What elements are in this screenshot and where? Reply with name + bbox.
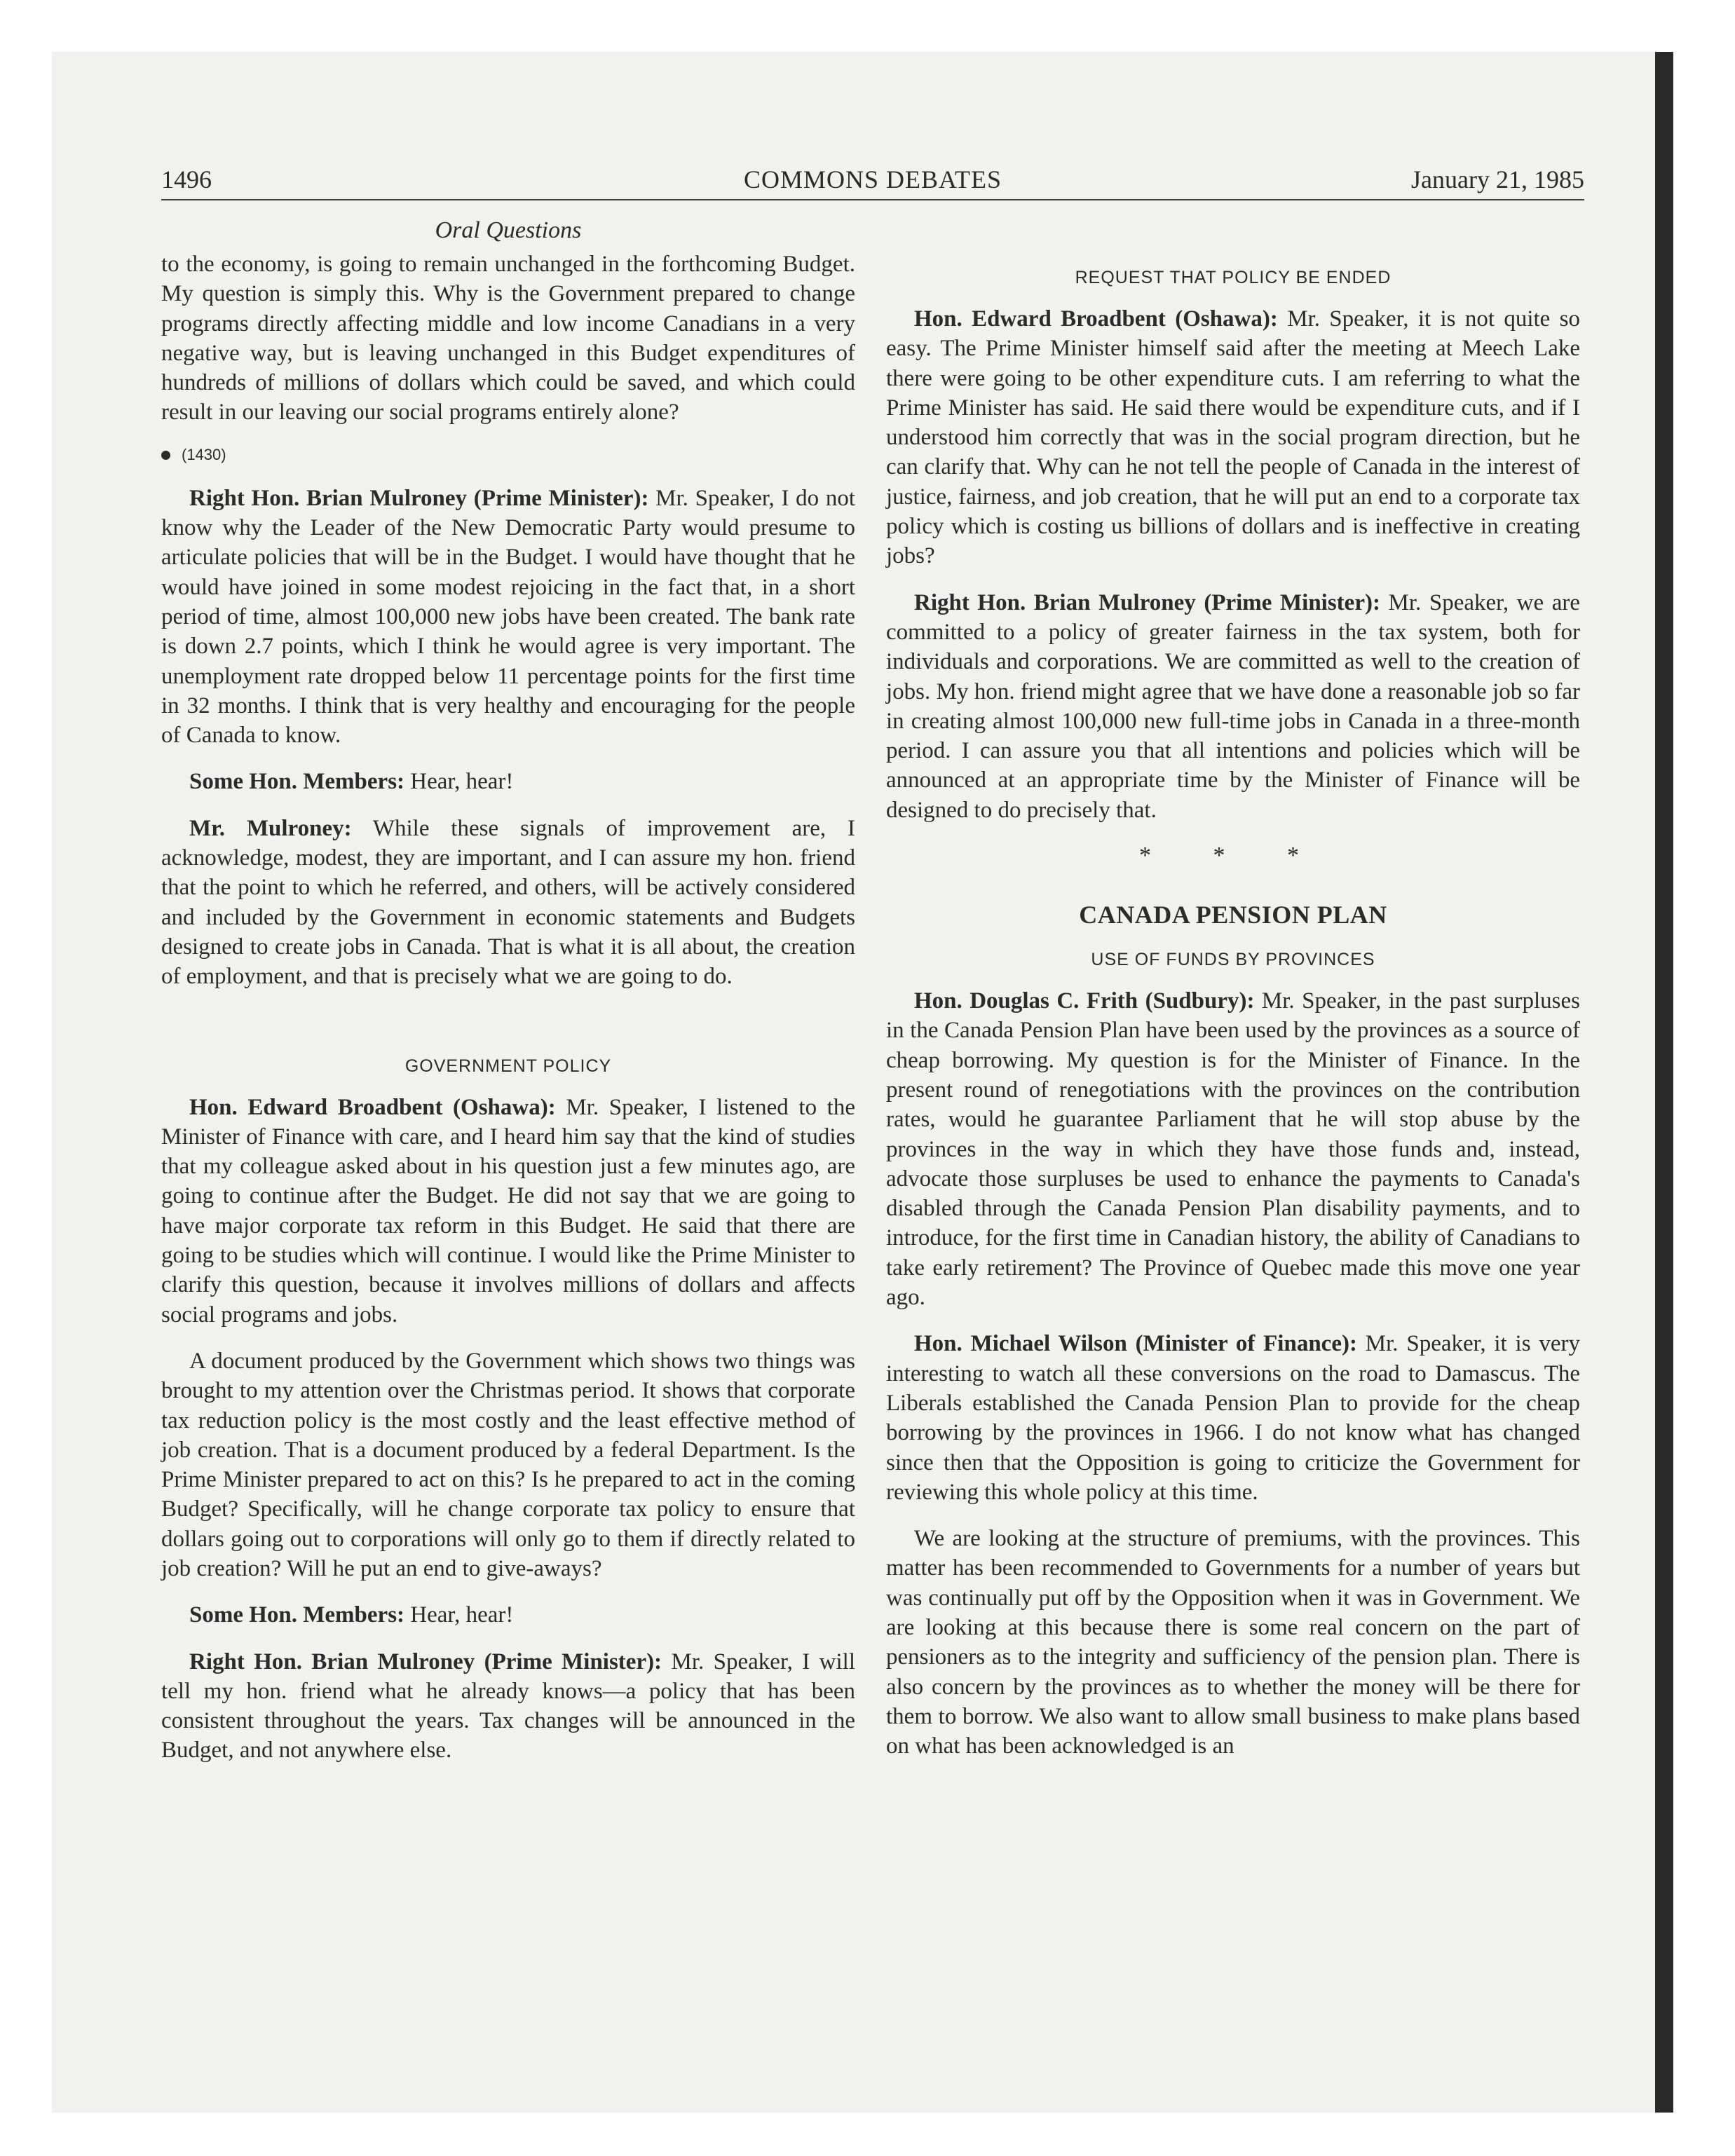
speaker-name: Some Hon. Members: xyxy=(189,769,405,795)
running-header xyxy=(161,160,1584,200)
speech xyxy=(161,1647,855,1766)
speaker-name: Hon. Douglas C. Frith (Sudbury): xyxy=(914,988,1255,1014)
speech-text: Hear, hear! xyxy=(404,1602,514,1628)
speech-text: Mr. Speaker, I will tell my hon. friend what he already knows—a policy that has been consistent throughout the years. Tax changes will be announced in the Budget, and not anywhere else. xyxy=(161,1649,855,1763)
subheading: USE OF FUNDS BY PROVINCES xyxy=(1091,950,1375,970)
subheading: GOVERNMENT POLICY xyxy=(404,1056,612,1076)
left-column xyxy=(161,250,855,1782)
timestamp xyxy=(161,444,855,465)
paragraph: A document produced by the Government which shows two things was brought to my attention over the Christmas period. It shows that corporate tax reduction policy is the most costly and the least effective method of job creation. That is a document produced by a federal Department. Is the Prime Minister prepared to act on this? Is he prepared to act in the coming Budget? Specifically, will he change corporate tax policy to ensure that dollars going out to corporations will only go to them if directly related to job creation? Will he put an end to give-aways? xyxy=(161,1348,855,1581)
speaker-name: Hon. Michael Wilson (Minister of Finance): xyxy=(914,1331,1357,1357)
issue-date: January 21, 1985 xyxy=(1411,165,1584,193)
speech-text: Mr. Speaker, it is not quite so easy. The Prime Minister himself said after the meeting at Meech Lake there were going to be other expenditure cuts. I am referring to what the Prime Minister has said. He said there would be expenditure cuts, and if I understood him correctly that was in the social program direction, but he can clarify that. Why can he not tell the people of Canada in the interest of justice, fairness, and job creation, that he will put an end to a corporate tax policy which is costing us billions of dollars and is ineffective in creating jobs? xyxy=(886,306,1580,569)
speaker-name: Right Hon. Brian Mulroney (Prime Minister): xyxy=(914,589,1380,615)
paragraph: We are looking at the structure of premiums, with the provinces. This matter has been recommended to Governments for a number of years but was continually put off by the Opposition when it was in Government. We are looking at this because there is some real concern on the part of pensioners as to the integrity and sufficiency of the pension plan. There is also concern by the provinces as to whether the money will be there for them to borrow. We also want to allow small business to make plans based on what has been acknowledged is an xyxy=(886,1526,1580,1759)
bullet-icon xyxy=(161,451,170,460)
speech xyxy=(161,1600,855,1630)
speaker-name: Hon. Edward Broadbent (Oshawa): xyxy=(914,306,1278,332)
speech-text: While these signals of improvement are, I acknowledge, modest, they are important, and I can assure my hon. friend that the point to which he referred, and others, will be actively considered and included by the Government in economic statements and Budgets designed to create jobs in Canada. That is what it is all about, the creation of employment, and that is precisely what we are going to do. xyxy=(161,815,855,990)
speech xyxy=(161,814,855,992)
section-separator: * * * xyxy=(1139,842,1327,869)
section-heading: CANADA PENSION PLAN xyxy=(1079,901,1387,929)
section-kicker: Oral Questions xyxy=(435,217,582,243)
paragraph: to the economy, is going to remain unchanged in the forthcoming Budget. My question is simply this. Why is the Government prepared to change programs directly affecting middle and low income Canadians in a very negative way, but is leaving unchanged in this Budget expenditures of hundreds of millions of dollars which could be saved, and which could result in our leaving our social programs entirely alone? xyxy=(161,252,855,425)
speech-text: Mr. Speaker, it is very interesting to watch all these conversions on the road to Damascus. The Liberals established the Canada Pension Plan to provide for the cheap borrowing by the provinces in 1966. I do not know what has changed since then that the Opposition is going to criticize the Government for reviewing this whole policy at this time. xyxy=(886,1331,1580,1505)
speech xyxy=(886,1329,1580,1507)
speaker-name: Hon. Edward Broadbent (Oshawa): xyxy=(189,1094,556,1120)
speaker-name: Some Hon. Members: xyxy=(189,1602,405,1628)
speaker-name: Right Hon. Brian Mulroney (Prime Minister): xyxy=(189,1649,662,1674)
speech xyxy=(161,767,855,796)
speech-text: Mr. Speaker, I listened to the Minister of Finance with care, and I heard him say that the kind of studies that my colleague asked about in his question just a few minutes ago, are going to continue after the Budget. He did not say that we are going to have major corporate tax reform in this Budget. He said that there are going to be studies which will continue. I would like the Prime Minister to clarify this question, because it involves millions of dollars and affects social programs and jobs. xyxy=(161,1094,855,1328)
speech-text: Mr. Speaker, I do not know why the Leader of the New Democratic Party would presume to articulate policies that will be in the Budget. I would have thought that he would have joined in some modest rejoicing in the fact that, in a short period of time, almost 100,000 new jobs have been created. The bank rate is down 2.7 points, which I think he would agree is very important. The unemployment rate dropped below 11 percentage points for the first time in 32 months. I think that is very healthy and encouraging for the people of Canada to know. xyxy=(161,485,855,749)
speech xyxy=(161,484,855,751)
speech-text: Mr. Speaker, we are committed to a policy of greater fairness in the tax system, both for individuals and corporations. We are committed as well to the creation of jobs. My hon. friend might agree that we have done a reasonable job so far in creating almost 100,000 new full-time jobs in Canada in a three-month period. I can assure you that all intentions and policies which will be announced at an appropriate time by the Minister of Finance will be designed to do precisely that. xyxy=(886,589,1580,823)
right-column xyxy=(886,250,1580,1778)
speech xyxy=(886,986,1580,1312)
speech xyxy=(886,304,1580,571)
speaker-name: Right Hon. Brian Mulroney (Prime Minister): xyxy=(189,485,649,511)
speech-text: Hear, hear! xyxy=(404,769,514,795)
speech-text: Mr. Speaker, in the past surpluses in the Canada Pension Plan have been used by the provinces as a source of cheap borrowing. My question is for the Minister of Finance. In the present round of renegotiations with the provinces on the contribution rates, would he guarantee Parliament that he will stop abuse by the provinces in the way in which they have those funds and, instead, advocate those surpluses be used to enhance the payments to Canada's disabled through the Canada Pension Plan disability payments, and to introduce, for the first time in Canadian history, the ability of Canadians to take early retirement? The Province of Quebec made this move one year ago. xyxy=(886,988,1580,1311)
speech xyxy=(886,588,1580,825)
speaker-name: Mr. Mulroney: xyxy=(189,815,352,841)
timestamp-text: (1430) xyxy=(182,445,226,463)
publication-title: COMMONS DEBATES xyxy=(743,165,1002,193)
subheading: REQUEST THAT POLICY BE ENDED xyxy=(1075,268,1392,287)
page-number: 1496 xyxy=(161,165,212,193)
page-edge-shadow xyxy=(1655,52,1673,2113)
speech xyxy=(161,1093,855,1330)
